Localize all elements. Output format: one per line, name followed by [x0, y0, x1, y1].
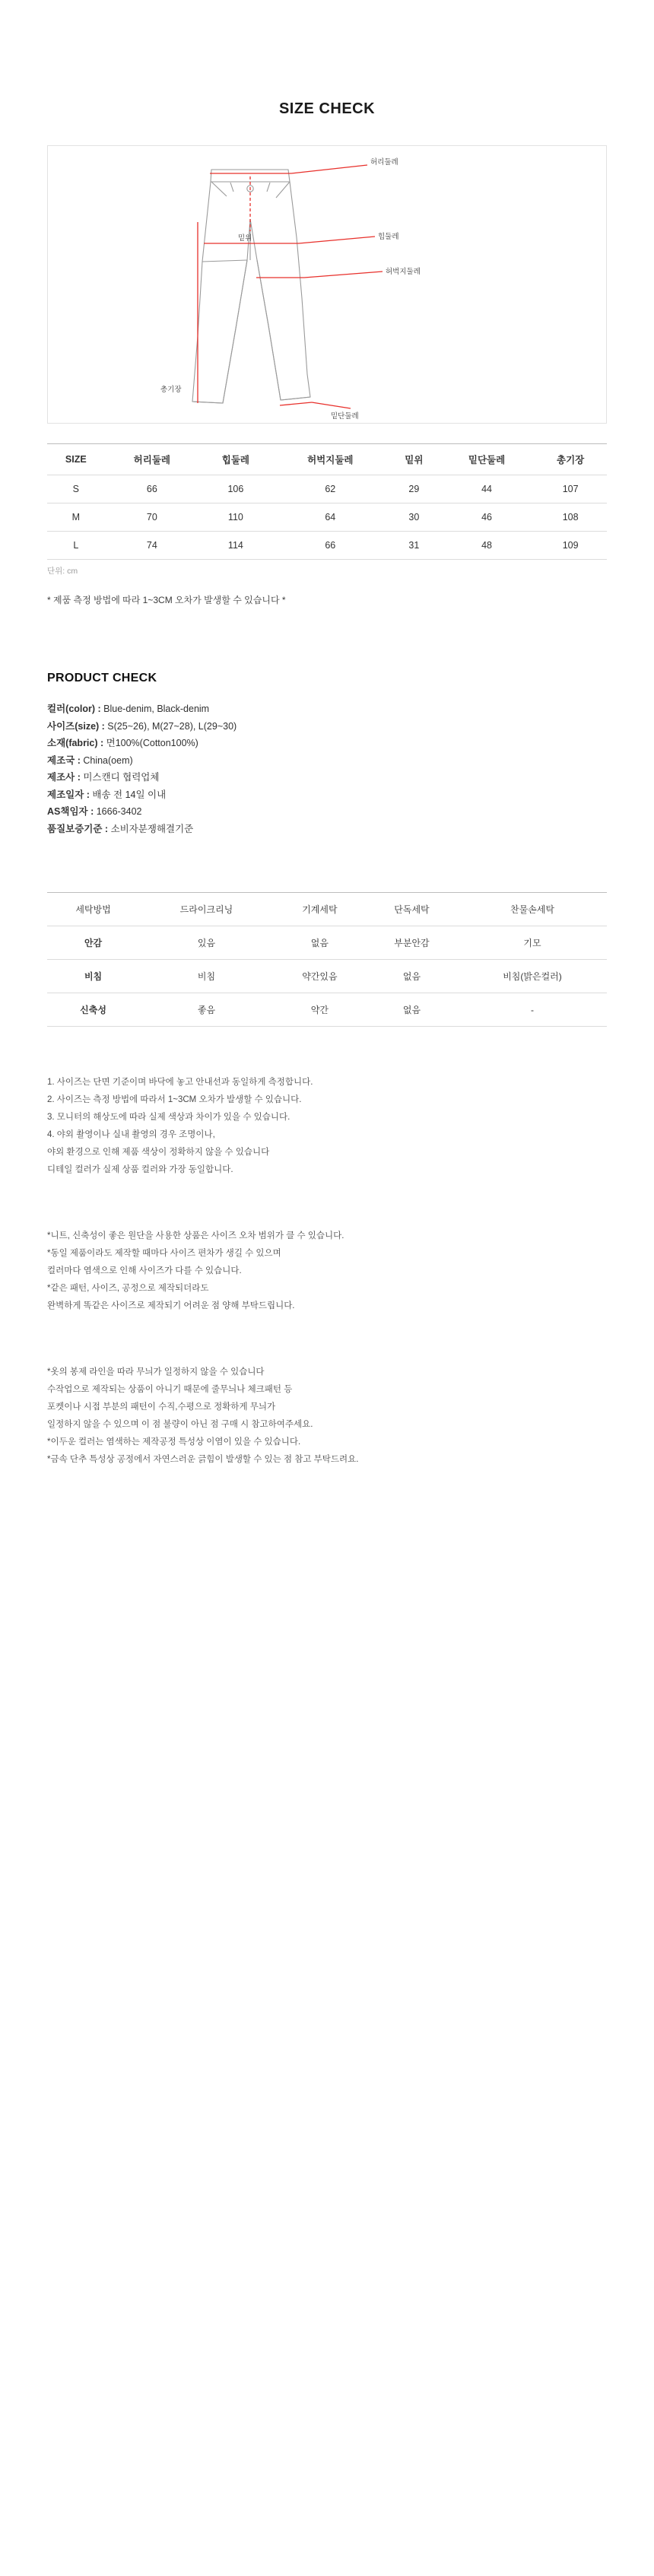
spec-key: AS책임자 :	[47, 806, 94, 817]
notice-line: 4. 야외 촬영이나 실내 촬영의 경우 조명이나,	[47, 1130, 215, 1139]
cell-length: 109	[534, 532, 607, 560]
notice-line: 디테일 컬러가 실제 상품 컬러와 가장 동일합니다.	[47, 1165, 233, 1174]
label-hem: 밑단둘레	[331, 412, 359, 421]
spec-row-warranty	[47, 821, 607, 838]
column-header: 총기장	[534, 444, 607, 475]
waistband-shape	[211, 170, 290, 182]
care-cell: 없음	[274, 926, 366, 960]
spec-key: 제조일자 :	[47, 789, 90, 800]
cell-hem: 44	[440, 475, 534, 503]
notice-line: *이두운 컬러는 염색하는 제작공정 특성상 이염이 있을 수 있습니다.	[47, 1437, 301, 1447]
cell-length: 108	[534, 503, 607, 532]
size-table	[47, 443, 607, 560]
page-title: SIZE CHECK	[278, 100, 376, 117]
unit-note: 단위: cm	[47, 567, 78, 576]
care-cell: 약간있음	[274, 960, 366, 993]
notice-line: 1. 사이즈는 단면 기준이며 바닥에 놓고 안내선과 동일하게 측정합니다.	[47, 1078, 313, 1087]
cell-thigh: 66	[272, 532, 389, 560]
label-total-length: 총기장	[160, 386, 182, 394]
spec-row-origin	[47, 752, 607, 770]
table-row	[47, 960, 607, 993]
cell-length: 107	[534, 475, 607, 503]
cell-waist: 74	[105, 532, 199, 560]
cell-size: L	[47, 532, 105, 560]
care-cell: 부분안감	[366, 926, 458, 960]
care-cell: 비침	[139, 960, 274, 993]
spec-key: 사이즈(size) :	[47, 720, 105, 732]
spec-key: 제조사 :	[47, 772, 81, 783]
table-header-row	[47, 893, 607, 926]
spec-value: 배송 전 14일 이내	[89, 789, 167, 800]
notice-line: 포켓이나 시접 부분의 패턴이 수직,수평으로 정확하게 무늬가	[47, 1402, 276, 1412]
spec-row-color	[47, 700, 607, 718]
spec-value: 1666-3402	[94, 806, 142, 817]
care-cell: 좋음	[139, 993, 274, 1027]
notice-line: 컬러마다 염색으로 인해 사이즈가 다를 수 있습니다.	[47, 1266, 242, 1275]
notice-line: *옷의 봉제 라인을 따라 무늬가 일정하지 않을 수 있습니다	[47, 1367, 265, 1377]
column-header: 세탁방법	[47, 893, 139, 926]
cell-crotch: 31	[389, 532, 440, 560]
spec-row-as-contact	[47, 803, 607, 821]
spec-value: 면100%(Cotton100%)	[103, 738, 198, 748]
spec-value: China(oem)	[80, 754, 133, 766]
notice-block-measurement	[47, 1074, 607, 1179]
table-header-row	[47, 444, 607, 475]
row-header-elasticity: 신축성	[47, 993, 139, 1027]
care-table	[47, 892, 607, 1027]
spec-row-fabric	[47, 735, 607, 752]
cell-crotch: 29	[389, 475, 440, 503]
label-thigh: 허벅지둘레	[386, 268, 421, 276]
care-cell: 비침(밝은컬러)	[458, 960, 607, 993]
notice-line: 완벽하게 똑같은 사이즈로 제작되기 어려운 점 양해 부탁드립니다.	[47, 1301, 295, 1310]
cell-waist: 66	[105, 475, 199, 503]
cell-hem: 46	[440, 503, 534, 532]
label-crotch: 밑위	[238, 234, 252, 243]
column-header: 찬물손세탁	[458, 893, 607, 926]
cell-size: S	[47, 475, 105, 503]
spec-row-size	[47, 718, 607, 735]
product-check-title: PRODUCT CHECK	[47, 672, 157, 684]
spec-key: 컬러(color) :	[47, 704, 101, 714]
care-cell: 없음	[366, 993, 458, 1027]
notice-line: 2. 사이즈는 측정 방법에 따라서 1~3CM 오차가 발생할 수 있습니다.	[47, 1095, 302, 1104]
spec-row-manufacturer	[47, 769, 607, 786]
notice-line: *동일 제품이라도 제작할 때마다 사이즈 편차가 생길 수 있으며	[47, 1249, 281, 1258]
cell-crotch: 30	[389, 503, 440, 532]
column-header: 허리둘레	[105, 444, 199, 475]
care-cell: 기모	[458, 926, 607, 960]
table-row	[47, 926, 607, 960]
column-header: 힙둘레	[199, 444, 272, 475]
notice-line: *금속 단추 특성상 공정에서 자연스러운 긁힘이 발생할 수 있는 점 참고 부탁드려요.	[47, 1455, 359, 1464]
notice-block-pattern-dye	[47, 1364, 607, 1469]
notice-line: *니트, 신축성이 좋은 원단을 사용한 상품은 사이즈 오차 범위가 클 수 있습니다.	[47, 1231, 344, 1240]
table-row	[47, 993, 607, 1027]
spec-key: 제조국 :	[47, 754, 81, 766]
notice-line: 3. 모니터의 해상도에 따라 실제 색상과 차이가 있을 수 있습니다.	[47, 1113, 290, 1122]
notice-line: 일정하지 않을 수 있으며 이 점 불량이 아닌 점 구매 시 참고하여주세요.	[47, 1420, 313, 1429]
column-header: 단독세탁	[366, 893, 458, 926]
row-header-lining: 안감	[47, 926, 139, 960]
pants-measurement-illustration	[48, 146, 606, 423]
column-header: 밑위	[389, 444, 440, 475]
spec-value: 미스캔디 협력업체	[80, 772, 160, 783]
spec-key: 품질보증기준 :	[47, 823, 109, 834]
cell-thigh: 64	[272, 503, 389, 532]
spec-value: 소비자분쟁해결기준	[108, 823, 194, 834]
size-diagram	[47, 145, 607, 424]
column-header: 기계세탁	[274, 893, 366, 926]
label-waist: 허리둘레	[370, 158, 398, 167]
column-header: SIZE	[47, 444, 105, 475]
tolerance-note: * 제품 측정 방법에 따라 1~3CM 오차가 발생할 수 있습니다 *	[47, 595, 286, 605]
care-cell: 약간	[274, 993, 366, 1027]
row-header-sheerness: 비침	[47, 960, 139, 993]
care-cell: 있음	[139, 926, 274, 960]
cell-hip: 114	[199, 532, 272, 560]
spec-row-manufacture-date	[47, 786, 607, 804]
column-header: 드라이크리닝	[139, 893, 274, 926]
care-cell: -	[458, 993, 607, 1027]
column-header: 허벅지둘레	[272, 444, 389, 475]
cell-waist: 70	[105, 503, 199, 532]
product-spec-list	[47, 700, 607, 837]
table-row	[47, 475, 607, 503]
label-hip: 힙둘레	[378, 233, 399, 241]
notice-line: 수작업으로 제작되는 상품이 아니기 때문에 줄무늬나 체크패턴 등	[47, 1385, 293, 1394]
spec-value: Blue-denim, Black-denim	[100, 704, 210, 714]
spec-value: S(25~26), M(27~28), L(29~30)	[104, 720, 237, 732]
notice-line: *같은 패턴, 사이즈, 공정으로 제작되더라도	[47, 1284, 209, 1293]
cell-hem: 48	[440, 532, 534, 560]
cell-thigh: 62	[272, 475, 389, 503]
spec-key: 소재(fabric) :	[47, 738, 104, 748]
hem-measure-line	[280, 402, 312, 405]
notice-block-size-variance	[47, 1228, 607, 1315]
care-cell: 없음	[366, 960, 458, 993]
table-row	[47, 532, 607, 560]
cell-hip: 110	[199, 503, 272, 532]
table-row	[47, 503, 607, 532]
cell-size: M	[47, 503, 105, 532]
cell-hip: 106	[199, 475, 272, 503]
column-header: 밑단둘레	[440, 444, 534, 475]
notice-line: 야외 환경으로 인해 제품 색상이 정확하지 않을 수 있습니다	[47, 1148, 270, 1157]
